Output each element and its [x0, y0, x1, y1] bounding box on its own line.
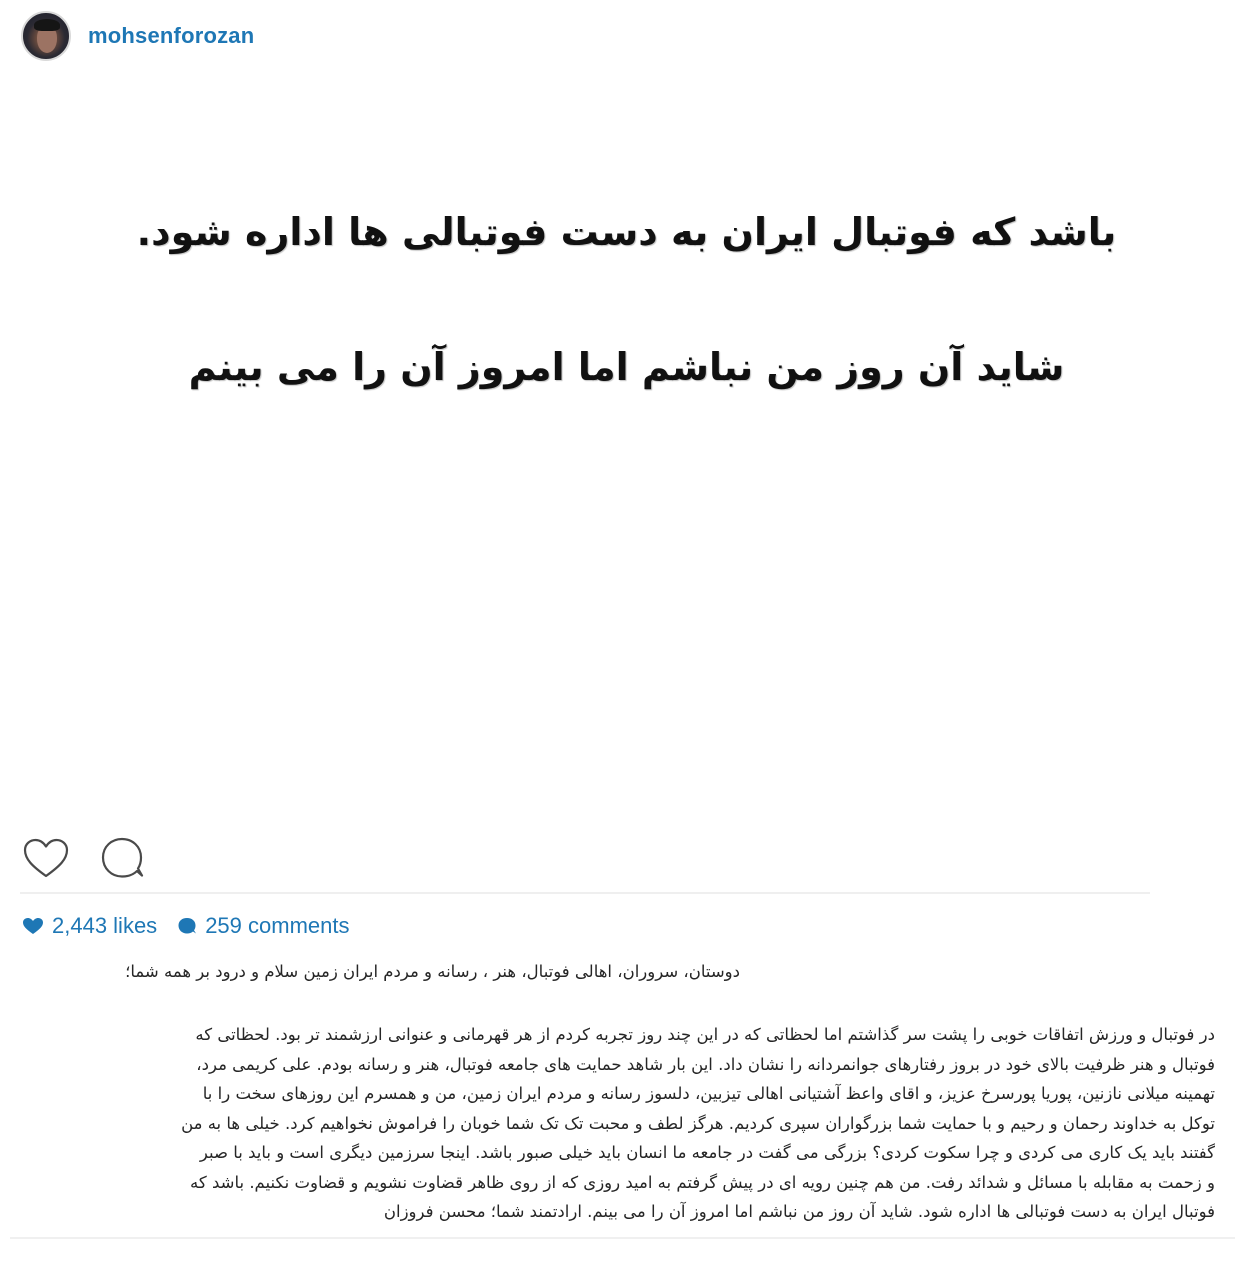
caption-greeting: دوستان، سروران، اهالی فوتبال، هنر ، رسانه و مردم ایران زمین سلام و درود بر همه شما؛ — [125, 962, 740, 981]
divider — [10, 1237, 1235, 1239]
likes-count-link[interactable] — [22, 913, 157, 939]
caption-line: فوتبال و هنر ظرفیت بالای خود در بروز رفتارهای جوانمردانه را نشان داد. این بار شاهد حمایت های جامعه فوتبال، هنر و رسانه بودم. علی کریمی مرد، — [196, 1054, 1215, 1074]
post-image-quote-line-2: شاید آن روز من نباشم اما امروز آن را می بینم — [188, 345, 1065, 389]
comments-count: 259 comments — [205, 913, 350, 938]
caption-line: در فوتبال و ورزش اتفاقات خوبی را پشت سر گذاشتم اما لحظاتی که در این چند روز تجربه کردم از هر قهرمانی و عنوانی ارزشمند تر بود. لحظاتی که — [195, 1025, 1215, 1044]
post-image-quote-line-1: باشد که فوتبال ایران به دست فوتبالی ها اداره شود. — [136, 210, 1117, 254]
caption-line: و زحمت به مقابله با مسائل و شدائد رفت. من هم چنین رویه ای در پیش گرفتم به امید روزی که از روی ظاهر قضاوت نشویم و قضاوت نکنیم. باشد که — [190, 1172, 1215, 1192]
comment-button[interactable] — [100, 836, 146, 880]
action-bar — [22, 836, 146, 880]
caption-body — [20, 1020, 1215, 1227]
speech-bubble-icon — [100, 836, 146, 880]
caption-line: توکل به خداوند رحمان و رحیم و با حمایت شما بزرگواران سپری کردیم. هرگز لطف و محبت تک تک شما خوبان را فراموش نخواهیم کرد. خیلی ها به من — [181, 1113, 1215, 1133]
comment-filled-icon — [177, 917, 197, 935]
comments-count-link[interactable] — [177, 913, 349, 939]
heart-outline-icon — [22, 837, 70, 879]
caption-line: فوتبال ایران به دست فوتبالی ها اداره شود. شاید آن روز من نباشم اما امروز آن را می بینم. ارادتمند شما؛ محسن فروزان — [383, 1202, 1215, 1221]
post-stats — [22, 913, 349, 939]
heart-filled-icon — [22, 917, 44, 935]
avatar-hair — [34, 19, 60, 31]
caption-line: تهمینه میلانی نازنین، پوریا پورسرخ عزیز، و اقای واعظ آشتیانی اهالی تیزبین، دلسوز رسانه و مردم ایران زمین، من و همسرم این روزهای سخت را با — [202, 1084, 1215, 1103]
divider — [20, 892, 1150, 894]
post-header — [21, 10, 254, 62]
post-image[interactable] — [0, 80, 1253, 820]
caption-line: گفتند باید یک کاری می کردی و چرا سکوت کردی؟ بزرگی می گفت در جامعه ما انسان باید خیلی صبور باشد. اینجا سرزمین دیگری است و باید با صبر — [199, 1143, 1215, 1162]
likes-count: 2,443 likes — [52, 913, 158, 938]
username-link[interactable]: mohsenforozan — [88, 23, 255, 48]
like-button[interactable] — [22, 837, 70, 879]
avatar[interactable] — [21, 11, 71, 61]
